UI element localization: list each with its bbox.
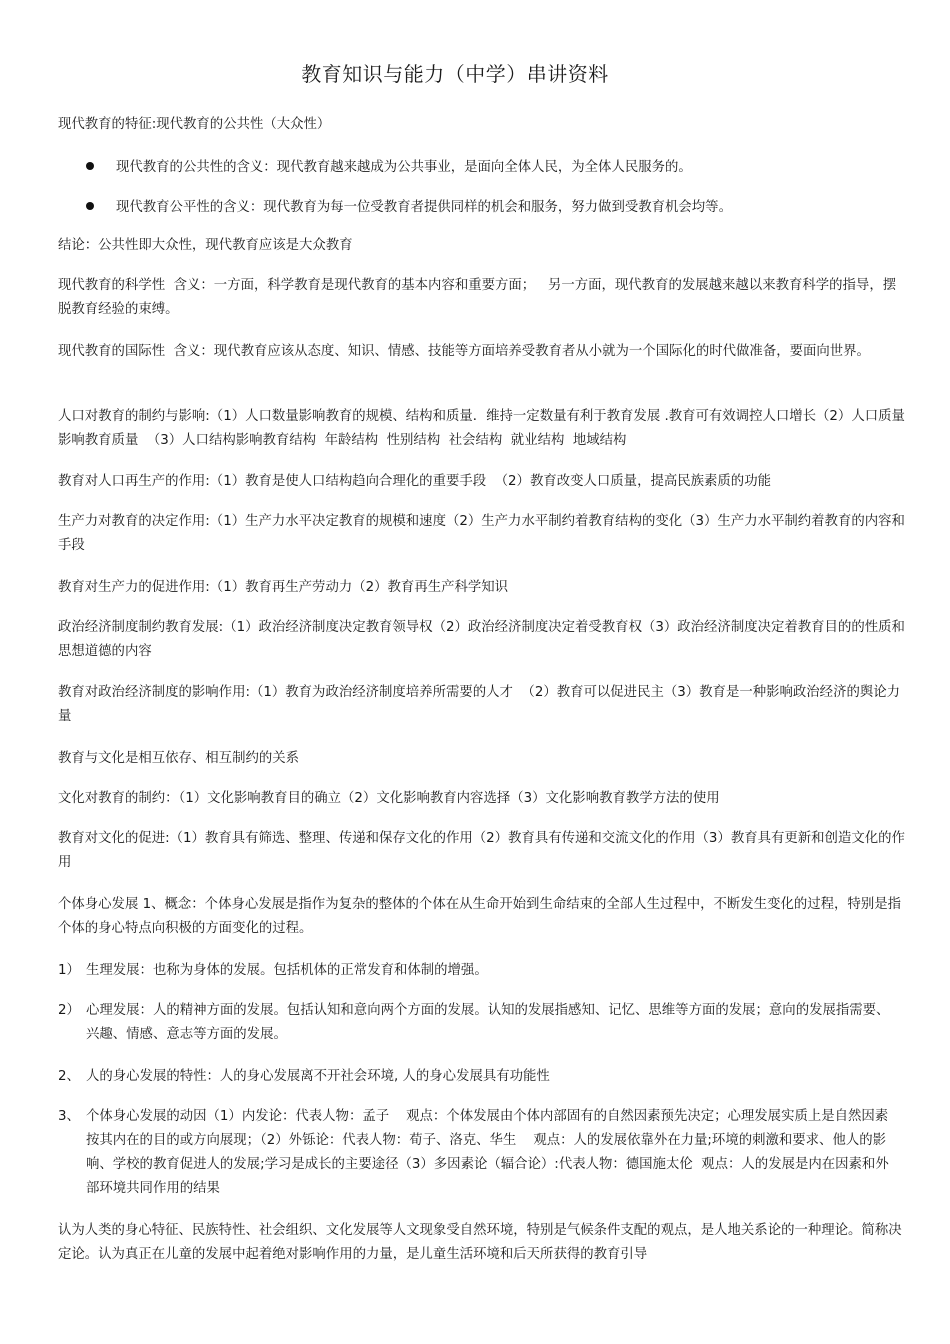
intro-line: 现代教育的特征:现代教育的公共性（大众性） (58, 117, 331, 132)
reproduction-paragraph: 教育对人口再生产的作用:（1）教育是使人口结构趋向合理化的重要手段 （2）教育改变人口质量，提高民族素质的功能 (58, 474, 771, 489)
bullet-icon (86, 162, 94, 170)
international-paragraph: 现代教育的国际性 含义：现代教育应该从态度、知识、情感、技能等方面培养受教育者从小就为一个国际化的时代做准备，要面向世界。 (58, 344, 870, 359)
culture-constrain-paragraph: 文化对教育的制约：（1）文化影响教育目的确立（2）文化影响教育内容选择（3）文化影响教育教学方法的使用 (58, 791, 720, 806)
list-text: 人的身心发展的特性：人的身心发展离不开社会环境, 人的身心发展具有功能性 (86, 1069, 550, 1084)
development-paragraph: 个体身心发展 1、概念：个体身心发展是指作为复杂的整体的个体在从生命开始到生命结束的全部人生过程中，不断发生变化的过程，特别是指个体的身心特点向积极的方面变化的过程。 (58, 897, 901, 936)
productivity-promote-paragraph: 教育对生产力的促进作用:（1）教育再生产劳动力（2）教育再生产科学知识 (58, 580, 509, 595)
list-number: 2） (58, 1003, 80, 1018)
conclusion-paragraph: 结论：公共性即大众性，现代教育应该是大众教育 (58, 238, 353, 253)
bullet-icon (86, 202, 94, 210)
population-paragraph: 人口对教育的制约与影响:（1）人口数量影响教育的规模、结构和质量．维持一定数量有利于教育发展 .教育可有效调控人口增长（2）人口质量影响教育质量 （3）人口结构影响教育结构 年龄结构 性别结构 社会结构 就业结构 地域结构 (58, 409, 905, 448)
bullet-text: 现代教育的公共性的含义：现代教育越来越成为公共事业，是面向全体人民，为全体人民服务的。 (116, 160, 692, 175)
bullet-text: 现代教育公平性的含义：现代教育为每一位受教育者提供同样的机会和服务，努力做到受教育机会均等。 (116, 200, 732, 215)
list-text: 个体身心发展的动因（1）内发论：代表人物：孟子 观点：个体发展由个体内部固有的自然因素预先决定；心理发展实质上是自然因素按其内在的目的或方向展现；（2）外铄论：代表人物：荀子、洛克、华生 观点：人的发展依靠外在力量;环境的刺激和要求、他人的影响、学校的教育促进人的发展;学习是成长的主要途径（3）多因素论（辐合论）:代表人物：德国施太伦 观点：人的发展是内在因素和外部环境共同作用的结果 (86, 1109, 889, 1196)
list-number: 3、 (58, 1109, 80, 1124)
productivity-decide-paragraph: 生产力对教育的决定作用:（1）生产力水平决定教育的规模和速度（2）生产力水平制约着教育结构的变化（3）生产力水平制约着教育的内容和手段 (58, 514, 905, 553)
list-text: 心理发展：人的精神方面的发展。包括认知和意向两个方面的发展。认知的发展指感知、记忆、思维等方面的发展；意向的发展指需要、兴趣、情感、意志等方面的发展。 (86, 1003, 890, 1042)
culture-promote-paragraph: 教育对文化的促进:（1）教育具有筛选、整理、传递和保存文化的作用（2）教育具有传递和交流文化的作用（3）教育具有更新和创造文化的作用 (58, 831, 905, 870)
document-title: 教育知识与能力（中学）串讲资料 (301, 62, 609, 86)
science-paragraph: 现代教育的科学性 含义：一方面，科学教育是现代教育的基本内容和重要方面； 另一方面，现代教育的发展越来越以来教育科学的指导，摆脱教育经验的束缚。 (58, 278, 897, 317)
list-text: 生理发展：也称为身体的发展。包括机体的正常发育和体制的增强。 (86, 963, 488, 978)
determinism-paragraph: 认为人类的身心特征、民族特性、社会组织、文化发展等人文现象受自然环境，特别是气候条件支配的观点，是人地关系论的一种理论。简称决定论。认为真正在儿童的发展中起着绝对影响作用的力量，是儿童生活环境和后天所获得的教育引导 (58, 1223, 902, 1262)
list-number: 2、 (58, 1069, 80, 1084)
culture-relation-paragraph: 教育与文化是相互依存、相互制约的关系 (58, 751, 300, 766)
list-number: 1） (58, 963, 80, 978)
politics-constrain-paragraph: 政治经济制度制约教育发展:（1）政治经济制度决定教育领导权（2）政治经济制度决定着受教育权（3）政治经济制度决定着教育目的的性质和思想道德的内容 (58, 620, 905, 659)
politics-influence-paragraph: 教育对政治经济制度的影响作用:（1）教育为政治经济制度培养所需要的人才 （2）教育可以促进民主（3）教育是一种影响政治经济的舆论力量 (58, 685, 901, 724)
